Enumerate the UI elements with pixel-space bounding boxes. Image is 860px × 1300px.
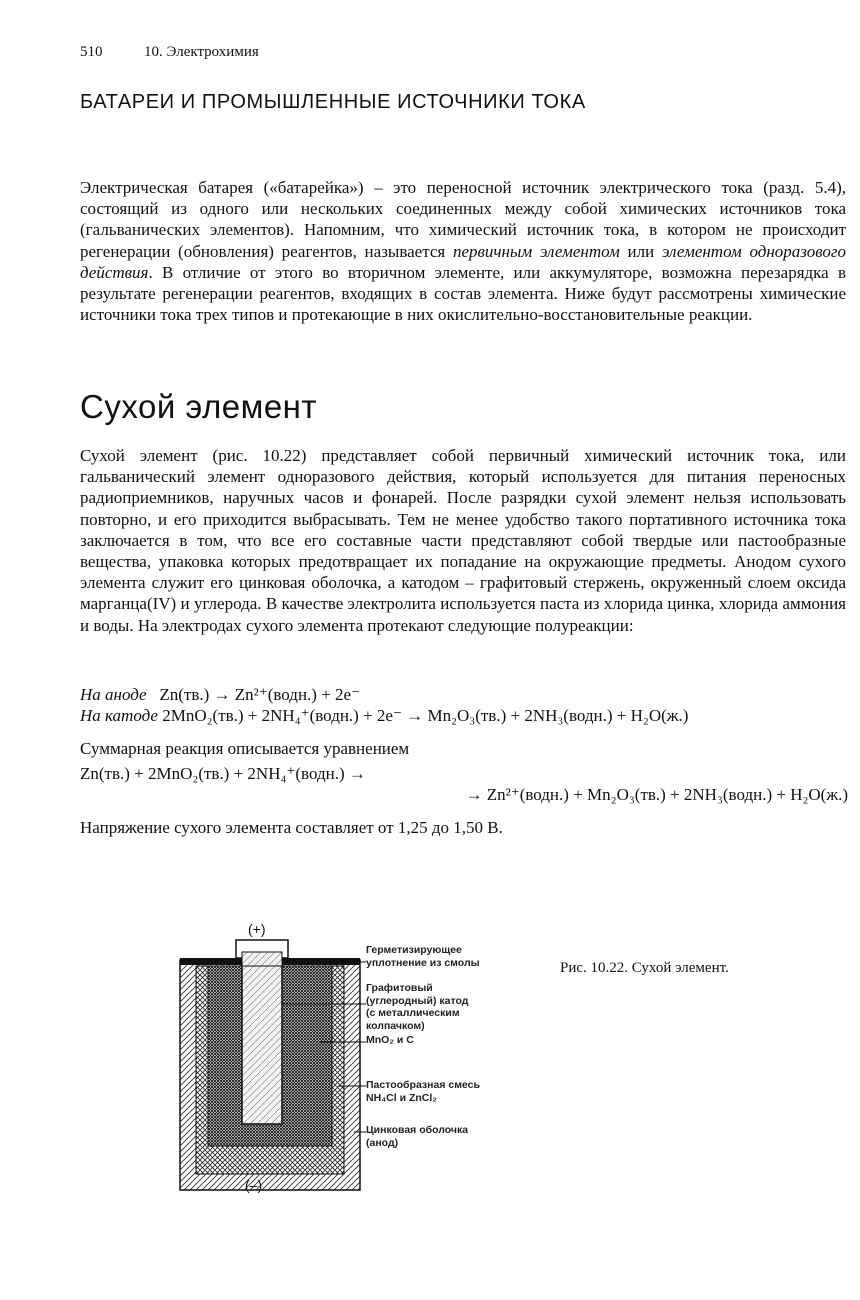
- intro-paragraph: [80, 177, 846, 325]
- term-primary-cell: первичным элементом: [452, 241, 620, 261]
- callout-paste: Пастообразная смесь NH₄Cl и ZnCl₂: [366, 1079, 480, 1104]
- intro-text-1: Электрическая батарея («батарейка») – это переносной источник электрического тока (разд. 5.4), состоящий из одного или нескольких соединенных между собой химических источников тока (гальванических элементов). Напомним, что химический источник тока, в котором не происходит регенерации (обновления) реагентов, называется: [80, 178, 846, 261]
- cathode-equation: 2MnO₂(тв.) + 2NH₄⁺(водн.) + 2e⁻ → Mn₂O₃(тв.) + 2NH₃(водн.) + H₂O(ж.): [162, 706, 689, 725]
- callout-mno2: MnO₂ и C: [366, 1034, 414, 1046]
- anode-reaction: [80, 684, 848, 705]
- chapter-title: 10. Электрохимия: [144, 44, 259, 60]
- intro-text-3: . В отличие от этого во вторичном элементе, или аккумуляторе, возможна перезарядка в результате регенерации реагентов, входящих в состав элемента. Ниже будут рассмотрены химические источники тока трех типов и протекающие в них окислительно-восстановительные реакции.: [80, 262, 846, 325]
- graphite-rod: [242, 946, 282, 1124]
- callout-shell: Цинковая оболочка (анод): [366, 1124, 469, 1149]
- intro-text-2: или: [619, 241, 662, 261]
- anode-label: На аноде: [80, 685, 147, 704]
- cathode-reaction: [80, 705, 848, 726]
- callout-seal: Герметизирующее уплотнение из смолы: [366, 944, 480, 969]
- anode-equation: Zn(тв.) → Zn²⁺(водн.) + 2e⁻: [159, 685, 361, 704]
- running-header: [80, 44, 259, 61]
- page-number: 510: [80, 44, 103, 60]
- voltage-sentence: Напряжение сухого элемента составляет от 1,25 до 1,50 В.: [80, 818, 503, 837]
- negative-terminal-label: (–): [245, 1177, 263, 1193]
- summary-equation-line-2: → Zn²⁺(водн.) + Mn₂O₃(тв.) + 2NH₃(водн.) + H₂O(ж.): [465, 785, 848, 804]
- summary-equation-line-1: Zn(тв.) + 2MnO₂(тв.) + 2NH₄⁺(водн.) →: [80, 764, 366, 783]
- cathode-label: На катоде: [80, 706, 158, 725]
- section-title: БАТАРЕИ И ПРОМЫШЛЕННЫЕ ИСТОЧНИКИ ТОКА: [80, 91, 586, 113]
- subsection-title: Сухой элемент: [80, 388, 318, 425]
- summary-intro: Суммарная реакция описывается уравнением: [80, 739, 410, 758]
- figure-caption: Рис. 10.22. Сухой элемент.: [560, 960, 729, 976]
- term-single-use-cell: элементом одноразового действия: [80, 241, 846, 282]
- positive-terminal-label: (+): [248, 921, 266, 937]
- callout-cathode: Графитовый (углеродный) катод (с металлическим колпачком): [366, 982, 469, 1032]
- dry-cell-paragraph: Сухой элемент (рис. 10.22) представляет собой первичный химический источник тока, или гальванический элемент одноразового действия, который используется для питания переносных радиоприемников, наручных часов и фонарей. После разрядки сухой элемент нельзя использовать повторно, и его приходится выбрасывать. Тем не менее удобство такого портативного источника тока заключается в том, что все его составные части представляют собой твердые или пастообразные вещества, упаковка которых предотвращает их попадание на окружающие предметы. Анодом сухого элемента служит его цинковая оболочка, а катодом – графитовый стержень, окруженный слоем оксида марганца(IV) и углерода. В качестве электролита используется паста из хлорида цинка, хлорида аммония и воды. На электродах сухого элемента протекают следующие полуреакции:: [80, 446, 846, 635]
